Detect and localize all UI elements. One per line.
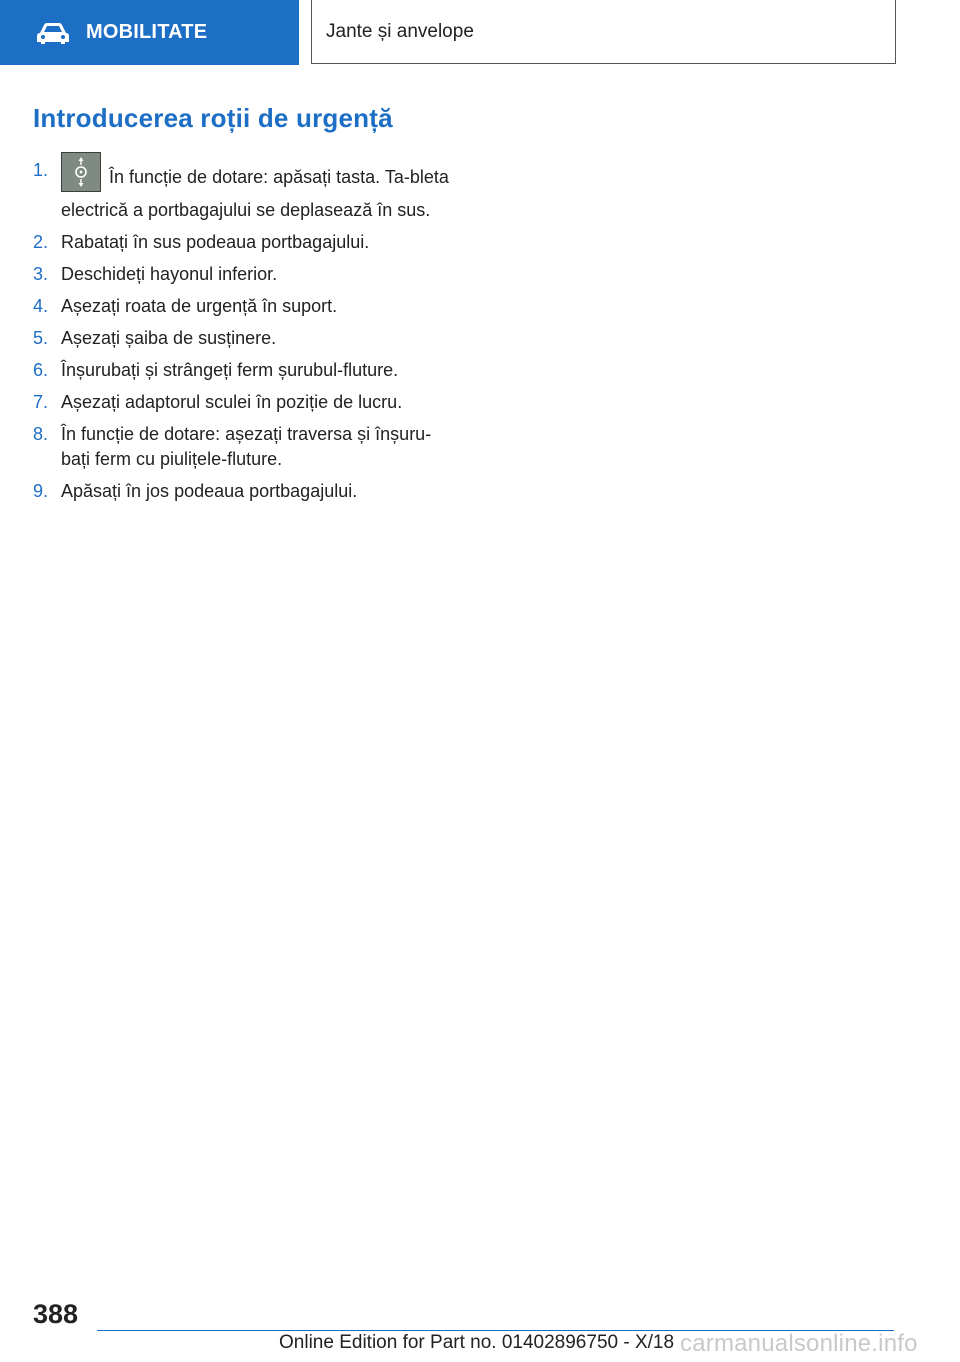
step-text: Înșurubați și strângeți ferm șurubul-fluture. xyxy=(61,360,399,380)
step-number: 6. xyxy=(33,360,49,380)
list-item xyxy=(33,230,453,255)
chapter-box xyxy=(311,0,896,64)
section-title: MOBILITATE xyxy=(86,21,208,43)
step-number: 9. xyxy=(33,481,49,501)
list-item xyxy=(33,390,453,415)
instruction-list xyxy=(33,158,453,511)
page-number: 388 xyxy=(33,1299,79,1329)
step-number: 8. xyxy=(33,424,49,444)
list-item xyxy=(33,294,453,319)
list-item xyxy=(33,326,453,351)
car-icon xyxy=(36,21,70,45)
list-item xyxy=(33,262,453,287)
step-number: 7. xyxy=(33,392,49,412)
step-text: Așezați roata de urgență în suport. xyxy=(61,296,338,316)
footer-edition: Online Edition for Part no. 01402896750 - X/18 xyxy=(279,1332,675,1353)
step-number: 3. xyxy=(33,264,49,284)
step-number: 5. xyxy=(33,328,49,348)
list-item xyxy=(33,422,453,472)
step-text: Așezați adaptorul sculei în poziție de lucru. xyxy=(61,392,403,412)
step-text: În funcție de dotare: așezați traversa și înșuru‐bați ferm cu piulițele-fluture. xyxy=(61,424,432,469)
chapter-title: Jante și anvelope xyxy=(326,20,474,42)
step-text: Deschideți hayonul inferior. xyxy=(61,264,278,284)
step-text: Rabatați în sus podeaua portbagajului. xyxy=(61,232,370,252)
trunk-floor-button-icon xyxy=(61,152,101,192)
section-tab xyxy=(0,0,299,65)
list-item xyxy=(33,479,453,504)
step-number: 2. xyxy=(33,232,49,252)
list-item xyxy=(33,158,453,223)
step-number: 4. xyxy=(33,296,49,316)
list-item xyxy=(33,358,453,383)
page-title: Introducerea roții de urgență xyxy=(33,103,393,133)
watermark: carmanualsonline.info xyxy=(680,1330,918,1357)
step-text: Așezați șaiba de susținere. xyxy=(61,328,277,348)
step-text: Apăsați în jos podeaua portbagajului. xyxy=(61,481,358,501)
step-number: 1. xyxy=(33,160,49,180)
step-text: În funcție de dotare: apăsați tasta. Ta‐bleta electrică a portbagajului se deplasează în sus. xyxy=(61,167,449,220)
